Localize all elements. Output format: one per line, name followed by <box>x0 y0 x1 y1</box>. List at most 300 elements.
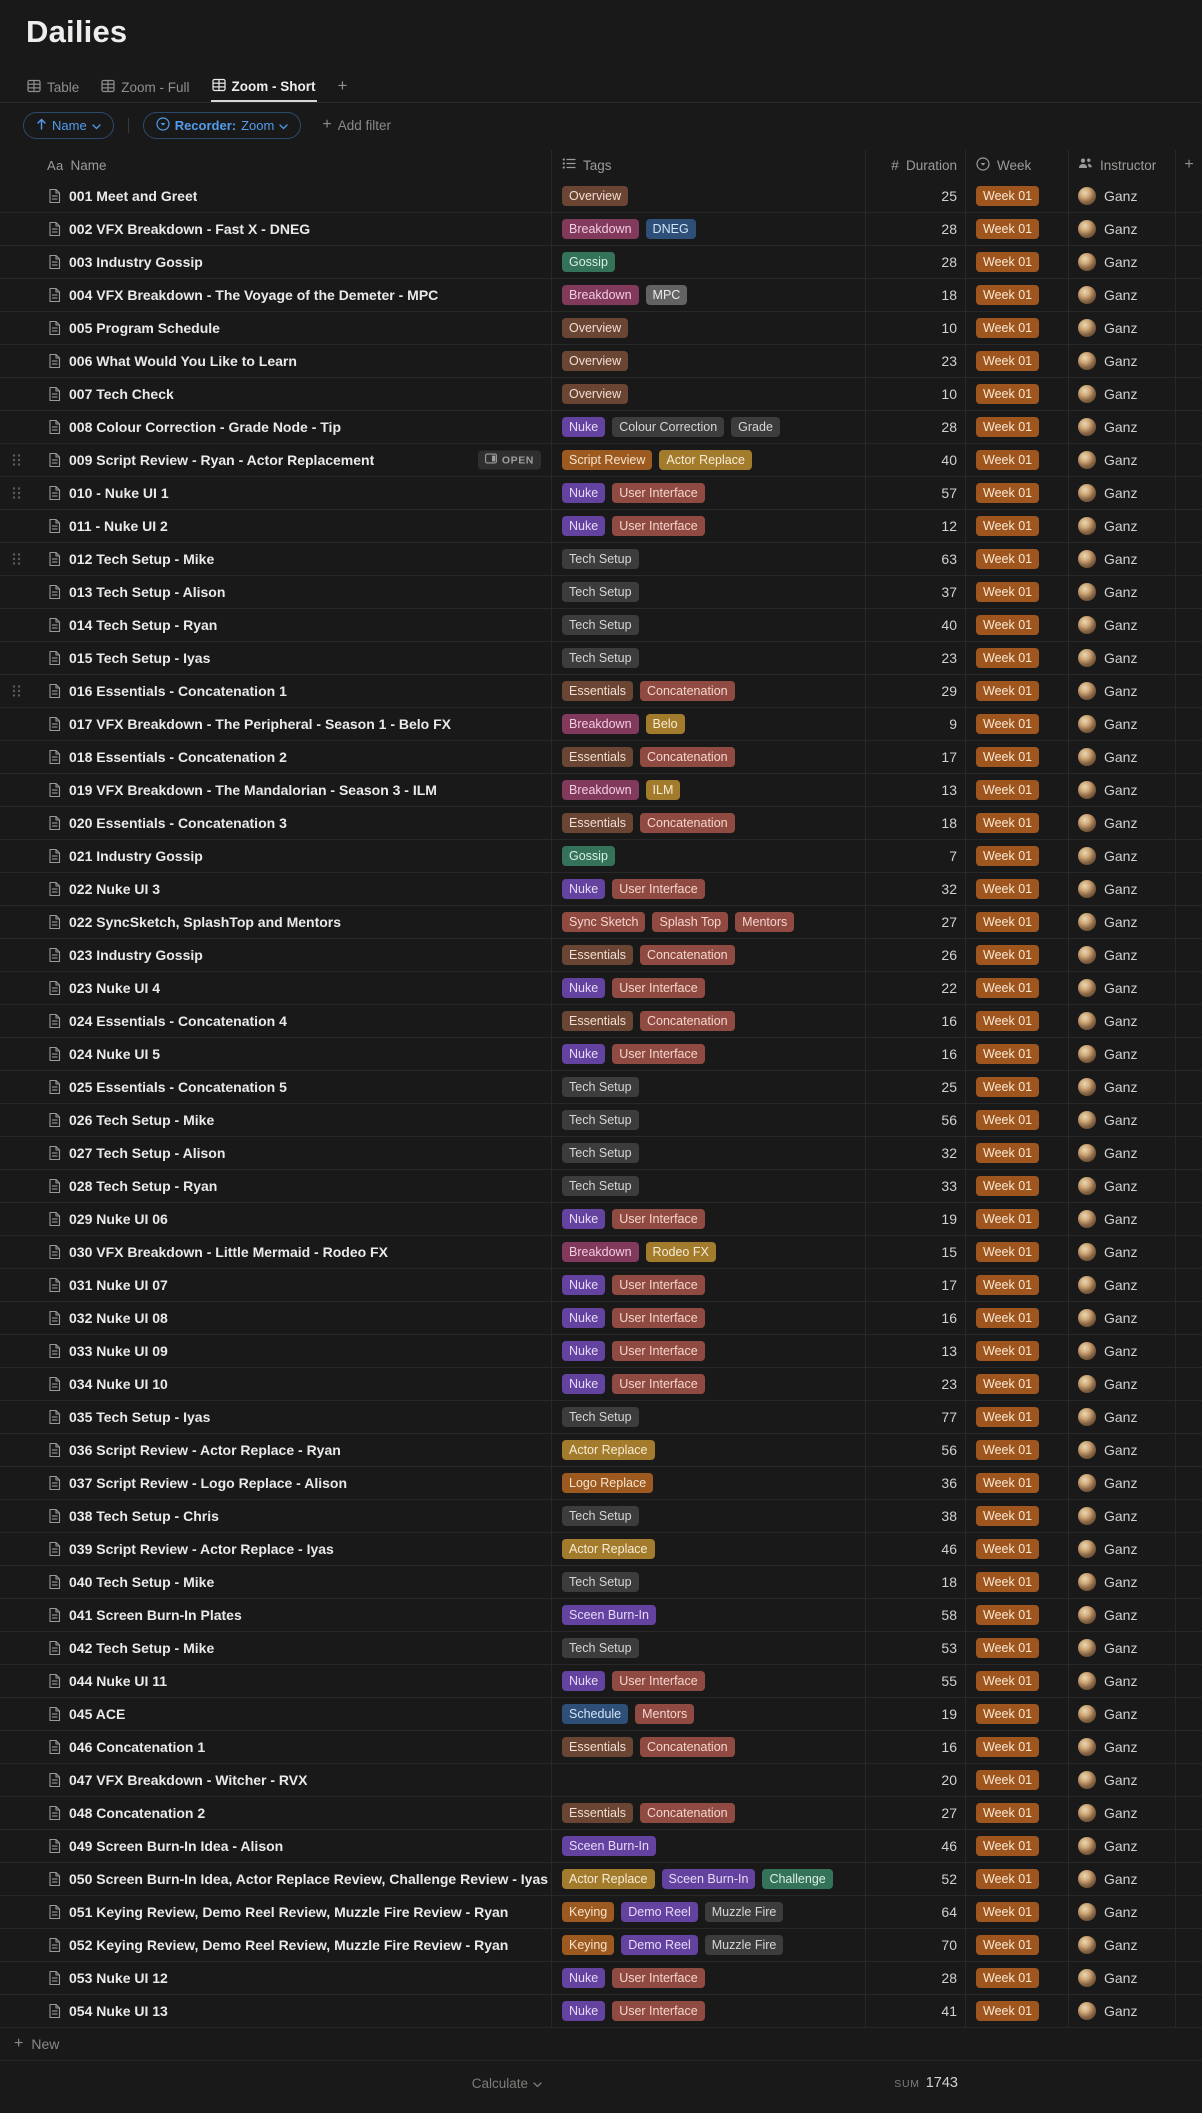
table-row[interactable] <box>0 1665 1202 1698</box>
table-row[interactable] <box>0 180 1202 213</box>
table-row[interactable] <box>0 1962 1202 1995</box>
duration-cell[interactable] <box>866 675 966 707</box>
duration-cell[interactable] <box>866 444 966 476</box>
week-cell[interactable] <box>966 1335 1069 1367</box>
tags-cell[interactable] <box>552 1566 866 1598</box>
row-title[interactable]: 033 Nuke UI 09 <box>69 1343 168 1359</box>
row-title[interactable]: 048 Concatenation 2 <box>69 1805 206 1821</box>
tags-cell[interactable] <box>552 1962 866 1994</box>
table-row[interactable] <box>0 1203 1202 1236</box>
instructor-cell[interactable] <box>1069 939 1176 971</box>
tags-cell[interactable] <box>552 411 866 443</box>
duration-cell[interactable] <box>866 642 966 674</box>
instructor-cell[interactable] <box>1069 1236 1176 1268</box>
week-cell[interactable] <box>966 708 1069 740</box>
table-row[interactable] <box>0 741 1202 774</box>
row-title[interactable]: 013 Tech Setup - Alison <box>69 584 226 600</box>
table-row[interactable] <box>0 1038 1202 1071</box>
week-cell[interactable] <box>966 642 1069 674</box>
instructor-cell[interactable] <box>1069 609 1176 641</box>
column-header-instructor[interactable] <box>1069 150 1176 180</box>
row-title[interactable]: 052 Keying Review, Demo Reel Review, Muzzle Fire Review - Ryan <box>69 1937 509 1953</box>
tab-zoom-full[interactable] <box>100 72 190 102</box>
week-cell[interactable] <box>966 1863 1069 1895</box>
duration-cell[interactable] <box>866 873 966 905</box>
tags-cell[interactable] <box>552 906 866 938</box>
week-cell[interactable] <box>966 939 1069 971</box>
tags-cell[interactable] <box>552 741 866 773</box>
duration-cell[interactable] <box>866 1368 966 1400</box>
tab-zoom-short[interactable] <box>211 72 317 102</box>
tags-cell[interactable] <box>552 807 866 839</box>
week-cell[interactable] <box>966 1764 1069 1796</box>
tags-cell[interactable] <box>552 246 866 278</box>
duration-cell[interactable] <box>866 1071 966 1103</box>
duration-cell[interactable] <box>866 1401 966 1433</box>
week-cell[interactable] <box>966 1302 1069 1334</box>
instructor-cell[interactable] <box>1069 345 1176 377</box>
table-row[interactable] <box>0 1632 1202 1665</box>
duration-cell[interactable] <box>866 246 966 278</box>
duration-cell[interactable] <box>866 741 966 773</box>
add-column-button[interactable] <box>1176 150 1202 180</box>
table-row[interactable] <box>0 1434 1202 1467</box>
instructor-cell[interactable] <box>1069 1401 1176 1433</box>
tags-cell[interactable] <box>552 1533 866 1565</box>
week-cell[interactable] <box>966 1434 1069 1466</box>
row-title[interactable]: 032 Nuke UI 08 <box>69 1310 168 1326</box>
table-row[interactable] <box>0 840 1202 873</box>
table-row[interactable] <box>0 345 1202 378</box>
duration-cell[interactable] <box>866 840 966 872</box>
recorder-filter-pill[interactable] <box>143 112 302 139</box>
week-cell[interactable] <box>966 774 1069 806</box>
table-row[interactable] <box>0 1401 1202 1434</box>
duration-cell[interactable] <box>866 1896 966 1928</box>
instructor-cell[interactable] <box>1069 1302 1176 1334</box>
column-header-duration[interactable] <box>866 150 966 180</box>
duration-cell[interactable] <box>866 1995 966 2027</box>
week-cell[interactable] <box>966 1731 1069 1763</box>
row-title[interactable]: 008 Colour Correction - Grade Node - Tip <box>69 419 342 435</box>
week-cell[interactable] <box>966 213 1069 245</box>
duration-cell[interactable] <box>866 1698 966 1730</box>
duration-cell[interactable] <box>866 1434 966 1466</box>
row-title[interactable]: 006 What Would You Like to Learn <box>69 353 297 369</box>
table-row[interactable] <box>0 1170 1202 1203</box>
row-title[interactable]: 016 Essentials - Concatenation 1 <box>69 683 287 699</box>
week-cell[interactable] <box>966 1104 1069 1136</box>
week-cell[interactable] <box>966 1467 1069 1499</box>
week-cell[interactable] <box>966 279 1069 311</box>
tags-cell[interactable] <box>552 1236 866 1268</box>
row-title[interactable]: 037 Script Review - Logo Replace - Alison <box>69 1475 347 1491</box>
tags-cell[interactable] <box>552 510 866 542</box>
week-cell[interactable] <box>966 741 1069 773</box>
duration-cell[interactable] <box>866 510 966 542</box>
table-row[interactable] <box>0 246 1202 279</box>
instructor-cell[interactable] <box>1069 279 1176 311</box>
row-title[interactable]: 026 Tech Setup - Mike <box>69 1112 215 1128</box>
duration-cell[interactable] <box>866 180 966 212</box>
duration-cell[interactable] <box>866 939 966 971</box>
row-title[interactable]: 003 Industry Gossip <box>69 254 203 270</box>
row-title[interactable]: 004 VFX Breakdown - The Voyage of the Demeter - MPC <box>69 287 439 303</box>
week-cell[interactable] <box>966 378 1069 410</box>
column-header-name[interactable] <box>33 150 552 180</box>
row-title[interactable]: 007 Tech Check <box>69 386 174 402</box>
drag-handle-icon[interactable] <box>12 486 21 500</box>
duration-cell[interactable] <box>866 1170 966 1202</box>
week-cell[interactable] <box>966 444 1069 476</box>
new-row-button[interactable] <box>0 2028 1202 2061</box>
row-title[interactable]: 021 Industry Gossip <box>69 848 203 864</box>
instructor-cell[interactable] <box>1069 543 1176 575</box>
tags-cell[interactable] <box>552 1599 866 1631</box>
instructor-cell[interactable] <box>1069 180 1176 212</box>
tags-cell[interactable] <box>552 1269 866 1301</box>
instructor-cell[interactable] <box>1069 1500 1176 1532</box>
table-row[interactable] <box>0 1863 1202 1896</box>
week-cell[interactable] <box>966 1632 1069 1664</box>
table-row[interactable] <box>0 1335 1202 1368</box>
week-cell[interactable] <box>966 675 1069 707</box>
table-row[interactable] <box>0 312 1202 345</box>
tags-cell[interactable] <box>552 1005 866 1037</box>
tags-cell[interactable] <box>552 543 866 575</box>
table-row[interactable] <box>0 279 1202 312</box>
row-title[interactable]: 034 Nuke UI 10 <box>69 1376 168 1392</box>
week-cell[interactable] <box>966 1995 1069 2027</box>
table-row[interactable] <box>0 543 1202 576</box>
instructor-cell[interactable] <box>1069 1137 1176 1169</box>
instructor-cell[interactable] <box>1069 1665 1176 1697</box>
row-title[interactable]: 010 - Nuke UI 1 <box>69 485 169 501</box>
column-header-tags[interactable] <box>552 150 866 180</box>
duration-cell[interactable] <box>866 1962 966 1994</box>
row-title[interactable]: 040 Tech Setup - Mike <box>69 1574 215 1590</box>
instructor-cell[interactable] <box>1069 642 1176 674</box>
table-row[interactable] <box>0 1830 1202 1863</box>
row-title[interactable]: 049 Screen Burn-In Idea - Alison <box>69 1838 284 1854</box>
row-title[interactable]: 019 VFX Breakdown - The Mandalorian - Season 3 - ILM <box>69 782 437 798</box>
week-cell[interactable] <box>966 1236 1069 1268</box>
instructor-cell[interactable] <box>1069 1830 1176 1862</box>
week-cell[interactable] <box>966 1533 1069 1565</box>
week-cell[interactable] <box>966 972 1069 1004</box>
row-title[interactable]: 024 Essentials - Concatenation 4 <box>69 1013 287 1029</box>
week-cell[interactable] <box>966 1566 1069 1598</box>
instructor-cell[interactable] <box>1069 1731 1176 1763</box>
tags-cell[interactable] <box>552 279 866 311</box>
tags-cell[interactable] <box>552 1929 866 1961</box>
instructor-cell[interactable] <box>1069 1104 1176 1136</box>
tags-cell[interactable] <box>552 774 866 806</box>
tags-cell[interactable] <box>552 378 866 410</box>
duration-cell[interactable] <box>866 1863 966 1895</box>
table-row[interactable] <box>0 510 1202 543</box>
table-row[interactable] <box>0 642 1202 675</box>
instructor-cell[interactable] <box>1069 477 1176 509</box>
duration-cell[interactable] <box>866 1665 966 1697</box>
instructor-cell[interactable] <box>1069 1962 1176 1994</box>
tags-cell[interactable] <box>552 477 866 509</box>
tags-cell[interactable] <box>552 609 866 641</box>
tags-cell[interactable] <box>552 1038 866 1070</box>
row-title[interactable]: 047 VFX Breakdown - Witcher - RVX <box>69 1772 308 1788</box>
table-row[interactable] <box>0 774 1202 807</box>
tags-cell[interactable] <box>552 1830 866 1862</box>
instructor-cell[interactable] <box>1069 378 1176 410</box>
tags-cell[interactable] <box>552 708 866 740</box>
row-title[interactable]: 022 Nuke UI 3 <box>69 881 161 897</box>
instructor-cell[interactable] <box>1069 774 1176 806</box>
row-title[interactable]: 044 Nuke UI 11 <box>69 1673 168 1689</box>
duration-cell[interactable] <box>866 1236 966 1268</box>
row-title[interactable]: 017 VFX Breakdown - The Peripheral - Season 1 - Belo FX <box>69 716 451 732</box>
week-cell[interactable] <box>966 1797 1069 1829</box>
row-title[interactable]: 046 Concatenation 1 <box>69 1739 206 1755</box>
table-row[interactable] <box>0 1500 1202 1533</box>
table-row[interactable] <box>0 939 1202 972</box>
table-row[interactable] <box>0 1104 1202 1137</box>
instructor-cell[interactable] <box>1069 741 1176 773</box>
week-cell[interactable] <box>966 873 1069 905</box>
week-cell[interactable] <box>966 1203 1069 1235</box>
instructor-cell[interactable] <box>1069 510 1176 542</box>
instructor-cell[interactable] <box>1069 1005 1176 1037</box>
tags-cell[interactable] <box>552 1500 866 1532</box>
tags-cell[interactable] <box>552 1170 866 1202</box>
table-row[interactable] <box>0 1764 1202 1797</box>
instructor-cell[interactable] <box>1069 1896 1176 1928</box>
table-row[interactable] <box>0 1533 1202 1566</box>
column-header-week[interactable] <box>966 150 1069 180</box>
table-row[interactable] <box>0 1599 1202 1632</box>
tags-cell[interactable] <box>552 1434 866 1466</box>
instructor-cell[interactable] <box>1069 972 1176 1004</box>
instructor-cell[interactable] <box>1069 312 1176 344</box>
week-cell[interactable] <box>966 477 1069 509</box>
row-title[interactable]: 053 Nuke UI 12 <box>69 1970 168 1986</box>
week-cell[interactable] <box>966 609 1069 641</box>
row-title[interactable]: 001 Meet and Greet <box>69 188 198 204</box>
week-cell[interactable] <box>966 1500 1069 1532</box>
week-cell[interactable] <box>966 180 1069 212</box>
duration-cell[interactable] <box>866 1467 966 1499</box>
week-cell[interactable] <box>966 1599 1069 1631</box>
row-title[interactable]: 009 Script Review - Ryan - Actor Replacement <box>69 452 375 468</box>
duration-cell[interactable] <box>866 807 966 839</box>
tags-cell[interactable] <box>552 1698 866 1730</box>
tags-cell[interactable] <box>552 840 866 872</box>
duration-cell[interactable] <box>866 1533 966 1565</box>
duration-cell[interactable] <box>866 1566 966 1598</box>
row-title[interactable]: 005 Program Schedule <box>69 320 220 336</box>
instructor-cell[interactable] <box>1069 1071 1176 1103</box>
table-row[interactable] <box>0 1731 1202 1764</box>
duration-cell[interactable] <box>866 1335 966 1367</box>
row-title[interactable]: 022 SyncSketch, SplashTop and Mentors <box>69 914 342 930</box>
tags-cell[interactable] <box>552 1863 866 1895</box>
row-title[interactable]: 050 Screen Burn-In Idea, Actor Replace Review, Challenge Review - Iyas <box>69 1871 549 1887</box>
row-title[interactable]: 028 Tech Setup - Ryan <box>69 1178 218 1194</box>
week-cell[interactable] <box>966 543 1069 575</box>
row-title[interactable]: 018 Essentials - Concatenation 2 <box>69 749 287 765</box>
row-title[interactable]: 031 Nuke UI 07 <box>69 1277 168 1293</box>
duration-cell[interactable] <box>866 708 966 740</box>
instructor-cell[interactable] <box>1069 1599 1176 1631</box>
instructor-cell[interactable] <box>1069 1170 1176 1202</box>
row-title[interactable]: 035 Tech Setup - Iyas <box>69 1409 211 1425</box>
instructor-cell[interactable] <box>1069 576 1176 608</box>
instructor-cell[interactable] <box>1069 1698 1176 1730</box>
table-row[interactable] <box>0 1995 1202 2028</box>
duration-cell[interactable] <box>866 1632 966 1664</box>
week-cell[interactable] <box>966 1665 1069 1697</box>
duration-cell[interactable] <box>866 906 966 938</box>
week-cell[interactable] <box>966 1170 1069 1202</box>
instructor-cell[interactable] <box>1069 1368 1176 1400</box>
table-row[interactable] <box>0 708 1202 741</box>
add-filter-button[interactable] <box>322 116 391 134</box>
instructor-cell[interactable] <box>1069 213 1176 245</box>
table-row[interactable] <box>0 1137 1202 1170</box>
table-row[interactable] <box>0 807 1202 840</box>
week-cell[interactable] <box>966 840 1069 872</box>
duration-cell[interactable] <box>866 1302 966 1334</box>
tab-table[interactable] <box>26 72 80 102</box>
week-cell[interactable] <box>966 246 1069 278</box>
week-cell[interactable] <box>966 1038 1069 1070</box>
table-row[interactable] <box>0 477 1202 510</box>
table-row[interactable] <box>0 378 1202 411</box>
week-cell[interactable] <box>966 1269 1069 1301</box>
week-cell[interactable] <box>966 312 1069 344</box>
row-title[interactable]: 002 VFX Breakdown - Fast X - DNEG <box>69 221 311 237</box>
instructor-cell[interactable] <box>1069 1467 1176 1499</box>
tags-cell[interactable] <box>552 939 866 971</box>
table-row[interactable] <box>0 1302 1202 1335</box>
tags-cell[interactable] <box>552 642 866 674</box>
table-row[interactable] <box>0 1467 1202 1500</box>
instructor-cell[interactable] <box>1069 675 1176 707</box>
week-cell[interactable] <box>966 1698 1069 1730</box>
instructor-cell[interactable] <box>1069 1434 1176 1466</box>
row-title[interactable]: 038 Tech Setup - Chris <box>69 1508 219 1524</box>
table-row[interactable] <box>0 444 1202 477</box>
week-cell[interactable] <box>966 807 1069 839</box>
row-title[interactable]: 011 - Nuke UI 2 <box>69 518 168 534</box>
tags-cell[interactable] <box>552 972 866 1004</box>
tags-cell[interactable] <box>552 1731 866 1763</box>
tags-cell[interactable] <box>552 1401 866 1433</box>
week-cell[interactable] <box>966 1929 1069 1961</box>
tags-cell[interactable] <box>552 1764 866 1796</box>
tags-cell[interactable] <box>552 444 866 476</box>
instructor-cell[interactable] <box>1069 1995 1176 2027</box>
duration-cell[interactable] <box>866 477 966 509</box>
table-row[interactable] <box>0 1071 1202 1104</box>
week-cell[interactable] <box>966 510 1069 542</box>
duration-cell[interactable] <box>866 609 966 641</box>
tags-cell[interactable] <box>552 180 866 212</box>
week-cell[interactable] <box>966 1137 1069 1169</box>
open-button[interactable] <box>478 451 541 470</box>
table-row[interactable] <box>0 972 1202 1005</box>
instructor-cell[interactable] <box>1069 1038 1176 1070</box>
row-title[interactable]: 027 Tech Setup - Alison <box>69 1145 226 1161</box>
drag-handle-icon[interactable] <box>12 684 21 698</box>
tags-cell[interactable] <box>552 1665 866 1697</box>
row-title[interactable]: 023 Industry Gossip <box>69 947 203 963</box>
calculate-dropdown[interactable] <box>0 2076 552 2091</box>
instructor-cell[interactable] <box>1069 1269 1176 1301</box>
week-cell[interactable] <box>966 576 1069 608</box>
row-title[interactable]: 024 Nuke UI 5 <box>69 1046 161 1062</box>
row-title[interactable]: 015 Tech Setup - Iyas <box>69 650 211 666</box>
duration-cell[interactable] <box>866 378 966 410</box>
table-row[interactable] <box>0 1236 1202 1269</box>
tags-cell[interactable] <box>552 1368 866 1400</box>
row-title[interactable]: 039 Script Review - Actor Replace - Iyas <box>69 1541 334 1557</box>
duration-sum[interactable] <box>552 2075 966 2091</box>
instructor-cell[interactable] <box>1069 1929 1176 1961</box>
week-cell[interactable] <box>966 1962 1069 1994</box>
row-title[interactable]: 020 Essentials - Concatenation 3 <box>69 815 287 831</box>
drag-handle-icon[interactable] <box>12 552 21 566</box>
duration-cell[interactable] <box>866 279 966 311</box>
instructor-cell[interactable] <box>1069 1764 1176 1796</box>
instructor-cell[interactable] <box>1069 1533 1176 1565</box>
tags-cell[interactable] <box>552 675 866 707</box>
duration-cell[interactable] <box>866 345 966 377</box>
week-cell[interactable] <box>966 411 1069 443</box>
duration-cell[interactable] <box>866 1203 966 1235</box>
instructor-cell[interactable] <box>1069 906 1176 938</box>
duration-cell[interactable] <box>866 1929 966 1961</box>
instructor-cell[interactable] <box>1069 1797 1176 1829</box>
instructor-cell[interactable] <box>1069 873 1176 905</box>
instructor-cell[interactable] <box>1069 1632 1176 1664</box>
duration-cell[interactable] <box>866 1269 966 1301</box>
table-row[interactable] <box>0 1005 1202 1038</box>
instructor-cell[interactable] <box>1069 708 1176 740</box>
tags-cell[interactable] <box>552 576 866 608</box>
duration-cell[interactable] <box>866 1104 966 1136</box>
instructor-cell[interactable] <box>1069 246 1176 278</box>
row-title[interactable]: 025 Essentials - Concatenation 5 <box>69 1079 287 1095</box>
tags-cell[interactable] <box>552 1104 866 1136</box>
instructor-cell[interactable] <box>1069 1863 1176 1895</box>
instructor-cell[interactable] <box>1069 411 1176 443</box>
row-title[interactable]: 029 Nuke UI 06 <box>69 1211 168 1227</box>
table-row[interactable] <box>0 906 1202 939</box>
table-row[interactable] <box>0 1797 1202 1830</box>
duration-cell[interactable] <box>866 1038 966 1070</box>
tags-cell[interactable] <box>552 1335 866 1367</box>
duration-cell[interactable] <box>866 1005 966 1037</box>
table-row[interactable] <box>0 1368 1202 1401</box>
duration-cell[interactable] <box>866 411 966 443</box>
week-cell[interactable] <box>966 1071 1069 1103</box>
week-cell[interactable] <box>966 1005 1069 1037</box>
duration-cell[interactable] <box>866 774 966 806</box>
row-title[interactable]: 051 Keying Review, Demo Reel Review, Muzzle Fire Review - Ryan <box>69 1904 509 1920</box>
duration-cell[interactable] <box>866 576 966 608</box>
table-row[interactable] <box>0 411 1202 444</box>
instructor-cell[interactable] <box>1069 444 1176 476</box>
